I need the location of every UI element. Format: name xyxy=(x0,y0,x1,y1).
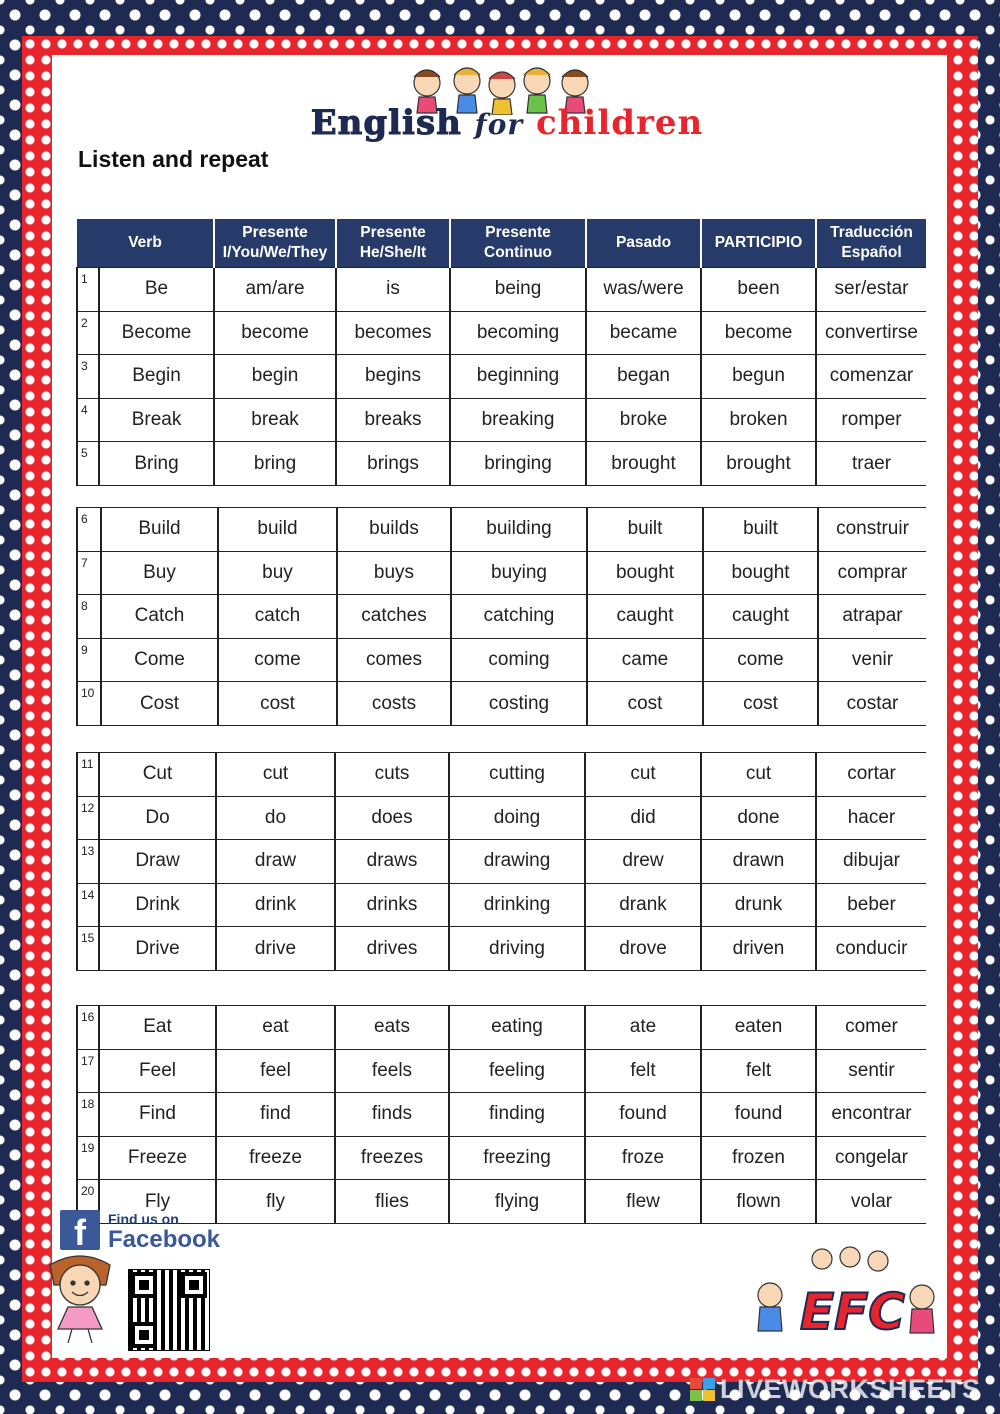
verb-cell: Cost xyxy=(101,682,218,726)
table-row xyxy=(77,508,926,552)
presente-singular-cell: eats xyxy=(335,1006,449,1050)
verb-cell: Eat xyxy=(99,1006,216,1050)
participio-cell: been xyxy=(701,268,816,312)
participio-cell: come xyxy=(703,638,818,682)
table-row xyxy=(77,398,926,442)
pasado-cell: was/were xyxy=(586,268,701,312)
pasado-cell: drew xyxy=(585,840,701,884)
watermark xyxy=(690,1374,981,1405)
presente-singular-cell: buys xyxy=(337,551,451,595)
col-header-presente-continuo: Presente Continuo xyxy=(450,219,586,268)
presente-plural-cell: freeze xyxy=(216,1136,335,1180)
table-row xyxy=(77,638,926,682)
traduccion-cell: comer xyxy=(816,1006,926,1050)
traduccion-cell: beber xyxy=(816,883,926,927)
presente-continuo-cell: drawing xyxy=(449,840,585,884)
girl-illustration xyxy=(40,1255,120,1345)
table-row xyxy=(77,753,926,797)
presente-singular-cell: feels xyxy=(335,1049,449,1093)
traduccion-cell: costar xyxy=(818,682,926,726)
verb-table-1 xyxy=(76,219,926,486)
presente-plural-cell: feel xyxy=(216,1049,335,1093)
presente-singular-cell: finds xyxy=(335,1093,449,1137)
table-row xyxy=(77,682,926,726)
watermark-text: LIVEWORKSHEETS xyxy=(720,1374,981,1404)
presente-singular-cell: cuts xyxy=(335,753,449,797)
presente-continuo-cell: driving xyxy=(449,927,585,971)
col-header-verb: Verb xyxy=(77,219,214,268)
qr-finder xyxy=(181,1272,207,1298)
traduccion-cell: dibujar xyxy=(816,840,926,884)
facebook-badge[interactable] xyxy=(60,1210,220,1254)
presente-plural-cell: buy xyxy=(218,551,337,595)
participio-cell: cost xyxy=(703,682,818,726)
brand-word-children: children xyxy=(535,103,704,143)
row-number: 13 xyxy=(77,840,99,884)
participio-cell: begun xyxy=(701,355,816,399)
participio-cell: drunk xyxy=(701,883,816,927)
presente-plural-cell: build xyxy=(218,508,337,552)
presente-singular-cell: does xyxy=(335,796,449,840)
presente-singular-cell: breaks xyxy=(336,398,450,442)
traduccion-cell: sentir xyxy=(816,1049,926,1093)
presente-plural-cell: am/are xyxy=(214,268,336,312)
verb-table-4 xyxy=(76,1005,926,1224)
presente-plural-cell: cut xyxy=(216,753,335,797)
qr-finder xyxy=(131,1322,157,1348)
row-number: 11 xyxy=(77,753,99,797)
verb-cell: Drive xyxy=(99,927,216,971)
table-row xyxy=(77,311,926,355)
presente-plural-cell: eat xyxy=(216,1006,335,1050)
presente-continuo-cell: drinking xyxy=(449,883,585,927)
traduccion-cell: cortar xyxy=(816,753,926,797)
table-row xyxy=(77,927,926,971)
worksheet-page xyxy=(52,55,947,1358)
participio-cell: eaten xyxy=(701,1006,816,1050)
facebook-name-text: Facebook xyxy=(108,1226,221,1253)
row-number: 12 xyxy=(77,796,99,840)
row-number: 15 xyxy=(77,927,99,971)
presente-continuo-cell: bringing xyxy=(450,442,586,486)
presente-singular-cell: comes xyxy=(337,638,451,682)
row-number: 9 xyxy=(77,638,101,682)
traduccion-cell: ser/estar xyxy=(816,268,926,312)
traduccion-cell: convertirse xyxy=(816,311,926,355)
presente-singular-cell: becomes xyxy=(336,311,450,355)
verb-cell: Freeze xyxy=(99,1136,216,1180)
pasado-cell: broke xyxy=(586,398,701,442)
header xyxy=(52,61,947,151)
table-row xyxy=(77,1136,926,1180)
presente-continuo-cell: feeling xyxy=(449,1049,585,1093)
row-number: 5 xyxy=(77,442,99,486)
participio-cell: become xyxy=(701,311,816,355)
row-number: 3 xyxy=(77,355,99,399)
efc-logo xyxy=(750,1245,942,1351)
pasado-cell: caught xyxy=(587,595,703,639)
row-number: 19 xyxy=(77,1136,99,1180)
presente-singular-cell: brings xyxy=(336,442,450,486)
row-number: 18 xyxy=(77,1093,99,1137)
col-header-participio: PARTICIPIO xyxy=(701,219,816,268)
pasado-cell: cost xyxy=(587,682,703,726)
presente-continuo-cell: cutting xyxy=(449,753,585,797)
pasado-cell: flew xyxy=(585,1180,701,1224)
participio-cell: drawn xyxy=(701,840,816,884)
presente-continuo-cell: finding xyxy=(449,1093,585,1137)
verb-cell: Cut xyxy=(99,753,216,797)
presente-singular-cell: catches xyxy=(337,595,451,639)
brand-logo xyxy=(307,103,707,143)
presente-continuo-cell: beginning xyxy=(450,355,586,399)
presente-singular-cell: flies xyxy=(335,1180,449,1224)
pasado-cell: drove xyxy=(585,927,701,971)
verb-cell: Begin xyxy=(99,355,214,399)
verb-cell: Bring xyxy=(99,442,214,486)
presente-plural-cell: do xyxy=(216,796,335,840)
presente-singular-cell: drives xyxy=(335,927,449,971)
participio-cell: broken xyxy=(701,398,816,442)
efc-logo-text: EFC xyxy=(800,1283,906,1341)
table-row xyxy=(77,355,926,399)
presente-continuo-cell: buying xyxy=(451,551,587,595)
verb-cell: Catch xyxy=(101,595,218,639)
pasado-cell: ate xyxy=(585,1006,701,1050)
brand-word-english: English xyxy=(310,103,462,143)
presente-plural-cell: drink xyxy=(216,883,335,927)
presente-continuo-cell: catching xyxy=(451,595,587,639)
table-row xyxy=(77,268,926,312)
qr-finder xyxy=(131,1272,157,1298)
participio-cell: felt xyxy=(701,1049,816,1093)
traduccion-cell: romper xyxy=(816,398,926,442)
verb-table-3 xyxy=(76,752,926,971)
row-number: 4 xyxy=(77,398,99,442)
table-row xyxy=(77,840,926,884)
presente-plural-cell: catch xyxy=(218,595,337,639)
traduccion-cell: construir xyxy=(818,508,926,552)
col-header-traduccion: Traducción Español xyxy=(816,219,926,268)
participio-cell: driven xyxy=(701,927,816,971)
facebook-find-text: Find us on xyxy=(108,1211,179,1227)
participio-cell: frozen xyxy=(701,1136,816,1180)
pasado-cell: built xyxy=(587,508,703,552)
verb-table-2 xyxy=(76,507,926,726)
pasado-cell: came xyxy=(587,638,703,682)
presente-continuo-cell: doing xyxy=(449,796,585,840)
row-number: 7 xyxy=(77,551,101,595)
presente-plural-cell: bring xyxy=(214,442,336,486)
table-row xyxy=(77,442,926,486)
participio-cell: flown xyxy=(701,1180,816,1224)
row-number: 20 xyxy=(77,1180,99,1224)
row-number: 10 xyxy=(77,682,101,726)
table-header-row xyxy=(77,219,926,268)
table-row xyxy=(77,883,926,927)
row-number: 17 xyxy=(77,1049,99,1093)
presente-continuo-cell: costing xyxy=(451,682,587,726)
row-number: 14 xyxy=(77,883,99,927)
presente-plural-cell: draw xyxy=(216,840,335,884)
presente-singular-cell: draws xyxy=(335,840,449,884)
col-header-presente-plural: Presente I/You/We/They xyxy=(214,219,336,268)
presente-singular-cell: drinks xyxy=(335,883,449,927)
participio-cell: done xyxy=(701,796,816,840)
pasado-cell: began xyxy=(586,355,701,399)
verb-cell: Come xyxy=(101,638,218,682)
verb-cell: Build xyxy=(101,508,218,552)
presente-plural-cell: cost xyxy=(218,682,337,726)
participio-cell: brought xyxy=(701,442,816,486)
participio-cell: cut xyxy=(701,753,816,797)
verb-cell: Fly xyxy=(99,1180,216,1224)
participio-cell: bought xyxy=(703,551,818,595)
page-title: Listen and repeat xyxy=(78,146,269,172)
traduccion-cell: traer xyxy=(816,442,926,486)
table-row xyxy=(77,1093,926,1137)
col-header-pasado: Pasado xyxy=(586,219,701,268)
presente-continuo-cell: coming xyxy=(451,638,587,682)
row-number: 6 xyxy=(77,508,101,552)
participio-cell: built xyxy=(703,508,818,552)
verb-cell: Buy xyxy=(101,551,218,595)
presente-continuo-cell: freezing xyxy=(449,1136,585,1180)
presente-continuo-cell: eating xyxy=(449,1006,585,1050)
presente-plural-cell: begin xyxy=(214,355,336,399)
participio-cell: found xyxy=(701,1093,816,1137)
qr-code[interactable] xyxy=(128,1269,210,1351)
verb-cell: Draw xyxy=(99,840,216,884)
presente-plural-cell: come xyxy=(218,638,337,682)
table-row xyxy=(77,1006,926,1050)
presente-singular-cell: freezes xyxy=(335,1136,449,1180)
presente-singular-cell: begins xyxy=(336,355,450,399)
pasado-cell: became xyxy=(586,311,701,355)
presente-continuo-cell: becoming xyxy=(450,311,586,355)
participio-cell: caught xyxy=(703,595,818,639)
presente-singular-cell: builds xyxy=(337,508,451,552)
traduccion-cell: comenzar xyxy=(816,355,926,399)
traduccion-cell: venir xyxy=(818,638,926,682)
verb-cell: Drink xyxy=(99,883,216,927)
pasado-cell: found xyxy=(585,1093,701,1137)
presente-plural-cell: become xyxy=(214,311,336,355)
pasado-cell: cut xyxy=(585,753,701,797)
traduccion-cell: atrapar xyxy=(818,595,926,639)
traduccion-cell: volar xyxy=(816,1180,926,1224)
presente-continuo-cell: breaking xyxy=(450,398,586,442)
table-row xyxy=(77,551,926,595)
traduccion-cell: conducir xyxy=(816,927,926,971)
verb-cell: Become xyxy=(99,311,214,355)
row-number: 1 xyxy=(77,268,99,312)
verb-cell: Break xyxy=(99,398,214,442)
presente-continuo-cell: building xyxy=(451,508,587,552)
pasado-cell: felt xyxy=(585,1049,701,1093)
verb-cell: Feel xyxy=(99,1049,216,1093)
presente-singular-cell: is xyxy=(336,268,450,312)
pasado-cell: drank xyxy=(585,883,701,927)
traduccion-cell: hacer xyxy=(816,796,926,840)
row-number: 16 xyxy=(77,1006,99,1050)
verb-cell: Do xyxy=(99,796,216,840)
row-number: 8 xyxy=(77,595,101,639)
presente-plural-cell: drive xyxy=(216,927,335,971)
traduccion-cell: comprar xyxy=(818,551,926,595)
presente-continuo-cell: flying xyxy=(449,1180,585,1224)
brand-word-for: for xyxy=(474,108,524,141)
presente-continuo-cell: being xyxy=(450,268,586,312)
presente-plural-cell: fly xyxy=(216,1180,335,1224)
pasado-cell: froze xyxy=(585,1136,701,1180)
table-row xyxy=(77,1049,926,1093)
table-row xyxy=(77,796,926,840)
pasado-cell: bought xyxy=(587,551,703,595)
presente-singular-cell: costs xyxy=(337,682,451,726)
traduccion-cell: encontrar xyxy=(816,1093,926,1137)
verb-cell: Be xyxy=(99,268,214,312)
presente-plural-cell: break xyxy=(214,398,336,442)
row-number: 2 xyxy=(77,311,99,355)
facebook-icon: f xyxy=(60,1210,100,1250)
pasado-cell: did xyxy=(585,796,701,840)
table-row xyxy=(77,595,926,639)
pasado-cell: brought xyxy=(586,442,701,486)
col-header-presente-singular: Presente He/She/It xyxy=(336,219,450,268)
verb-cell: Find xyxy=(99,1093,216,1137)
traduccion-cell: congelar xyxy=(816,1136,926,1180)
presente-plural-cell: find xyxy=(216,1093,335,1137)
